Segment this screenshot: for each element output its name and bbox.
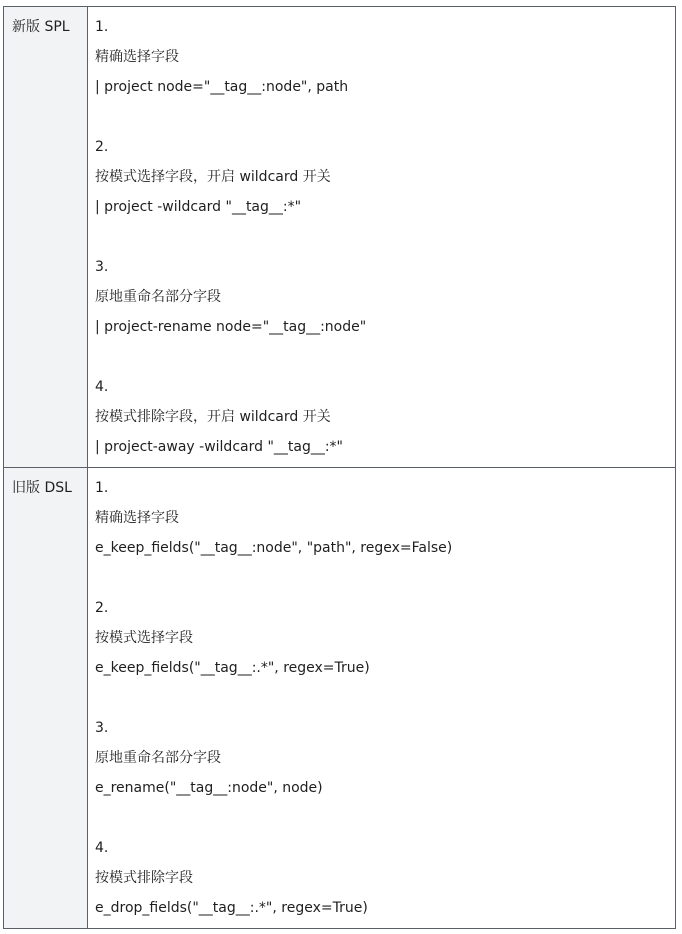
item-description: 按模式选择字段 [95,630,193,646]
item-number: 3. [95,259,109,275]
item-description: 原地重命名部分字段 [95,289,221,305]
item-description: 精确选择字段 [95,510,179,526]
item-code: e_rename("__tag__:node", node) [95,780,323,796]
spacer [95,688,675,718]
item-code: e_keep_fields("__tag__:node", "path", regex=False) [95,540,453,556]
spacer [95,808,675,838]
item-description: 原地重命名部分字段 [95,750,221,766]
item-code: e_drop_fields("__tag__:.*", regex=True) [95,900,368,916]
item-description: 按模式排除字段，开启 wildcard 开关 [95,409,331,425]
item-code: | project -wildcard "__tag__:*" [95,199,302,215]
table-row [4,468,676,929]
item-number: 3. [95,720,109,736]
content-cell [88,468,676,929]
row-label-cell [4,7,88,468]
table-row [4,7,676,468]
row-label: 旧版 DSL [12,480,72,496]
item-number: 2. [95,139,109,155]
row-label: 新版 SPL [12,19,70,35]
item-number: 4. [95,379,109,395]
spacer [95,227,675,257]
item-number: 4. [95,840,109,856]
item-code: | project-away -wildcard "__tag__:*" [95,439,343,455]
item-description: 精确选择字段 [95,49,179,65]
item-number: 1. [95,480,109,496]
row-label-cell [4,468,88,929]
item-code: | project node="__tag__:node", path [95,79,349,95]
item-number: 2. [95,600,109,616]
comparison-table [3,6,676,929]
item-code: e_keep_fields("__tag__:.*", regex=True) [95,660,370,676]
content-cell [88,7,676,468]
item-description: 按模式选择字段，开启 wildcard 开关 [95,169,331,185]
item-number: 1. [95,19,109,35]
spacer [95,347,675,377]
spacer [95,568,675,598]
item-description: 按模式排除字段 [95,870,193,886]
spacer [95,107,675,137]
item-code: | project-rename node="__tag__:node" [95,319,367,335]
